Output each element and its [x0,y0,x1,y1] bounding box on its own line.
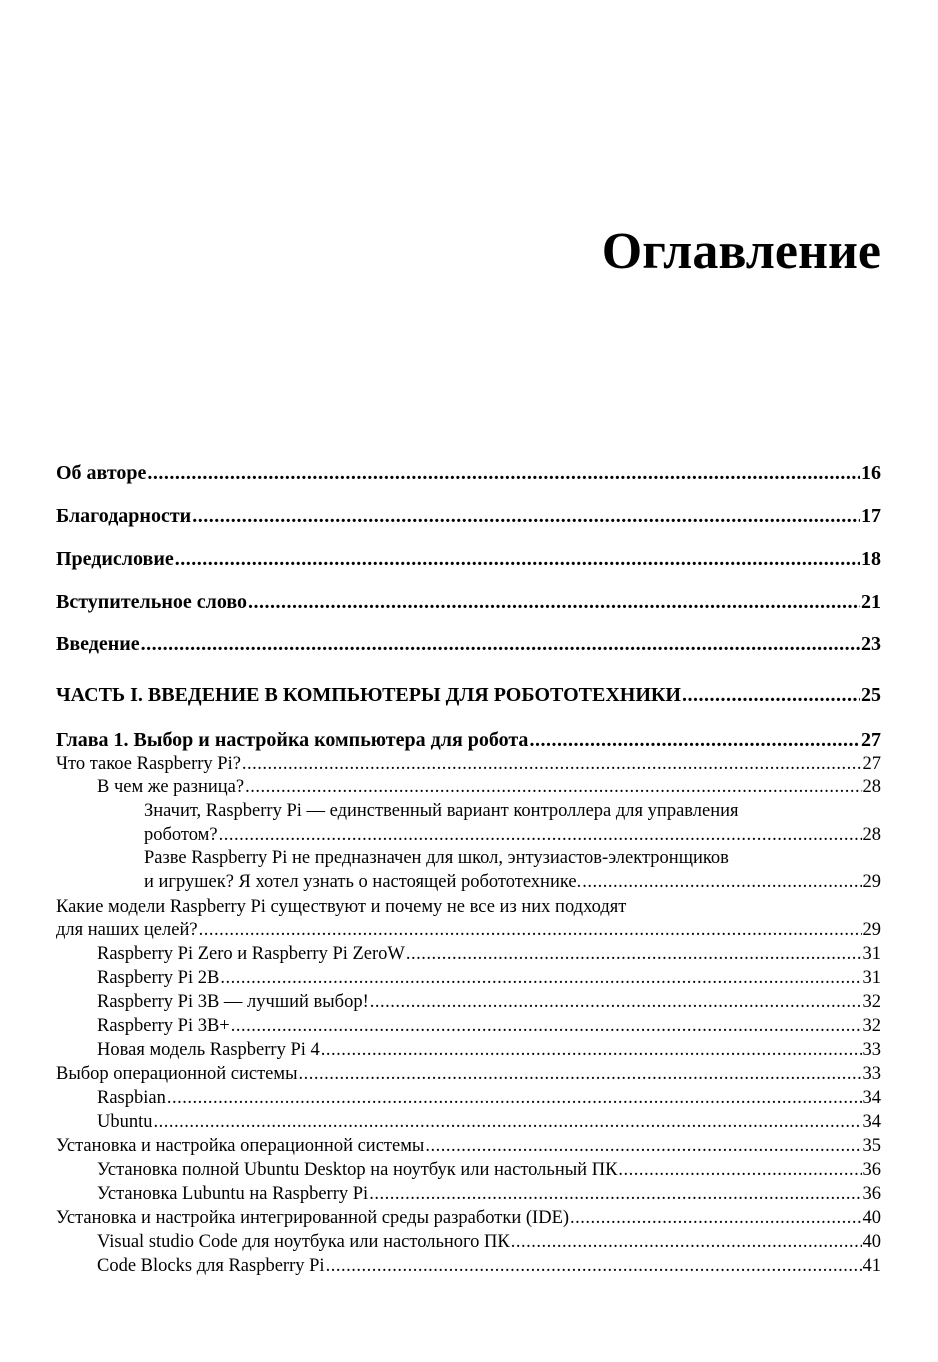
toc-entry-title: роботом? [144,825,218,845]
dot-leader [242,752,862,776]
toc-page-number: 21 [861,591,881,613]
dot-leader [231,1014,862,1038]
toc-page-number: 33 [862,1064,881,1084]
toc-page-number: 23 [861,633,881,655]
toc-entry-title: Raspbian [97,1088,166,1108]
toc-entry-title: Выбор операционной системы [56,1064,298,1084]
toc-page-number: 40 [862,1208,881,1228]
dot-leader [175,547,860,571]
dot-leader [570,1206,861,1230]
toc-entry-raspbian[interactable] [97,1086,881,1110]
dot-leader [511,1230,862,1254]
page-title: Оглавление [601,223,881,280]
toc-entry-title-first-line: Какие модели Raspberry Pi существуют и почему не все из них подходят [56,897,627,917]
toc-entry-title: Предисловие [56,548,174,570]
toc-page-number: 29 [862,872,881,892]
dot-leader [147,461,860,485]
toc-entry-title: Установка полной Ubuntu Desktop на ноутбук или настольный ПК [97,1160,618,1180]
toc-page-number: 28 [862,825,881,845]
toc-page-number: 16 [861,462,881,484]
toc-entry-introduction[interactable] [56,632,881,656]
toc-entry-title: Raspberry Pi 2B [97,968,220,988]
toc-entry-install-ubuntu-desktop[interactable] [97,1158,881,1182]
toc-entry-title: Введение [56,633,140,655]
toc-entry-pi-2b[interactable] [97,966,881,990]
toc-page-number: 35 [862,1136,881,1156]
toc-page-number: 31 [862,944,881,964]
toc-entry-what-is-raspberry-pi[interactable] [56,752,881,776]
dot-leader [369,1182,861,1206]
dot-leader [248,590,860,614]
toc-entry-title: Установка и настройка операционной системы [56,1136,425,1156]
toc-page-number: 32 [862,1016,881,1036]
dot-leader [326,1254,862,1278]
toc-entry-pi-zero[interactable] [97,942,881,966]
toc-entry-install-ide[interactable] [56,1206,881,1230]
toc-entry-chapter-1[interactable] [56,728,881,752]
toc-entry-foreword[interactable] [56,590,881,614]
toc-entry-title: Raspberry Pi Zero и Raspberry Pi ZeroW [97,944,405,964]
toc-entry-title: Raspberry Pi 3B — лучший выбор! [97,992,369,1012]
toc-entry-pi-3b[interactable] [97,990,881,1014]
toc-page-number: 28 [862,777,881,797]
toc-entry-pi-3b-plus[interactable] [97,1014,881,1038]
toc-entry-pi-4[interactable] [97,1038,881,1062]
dot-leader [219,823,862,847]
dot-leader [370,990,862,1014]
toc-entry-only-controller[interactable] [144,823,881,847]
toc-page-number: 40 [862,1232,881,1252]
dot-leader [299,1062,862,1086]
toc-page-number: 36 [862,1184,881,1204]
toc-entry-title: Visual studio Code для ноутбука или настольного ПК [97,1232,510,1252]
toc-page-number: 17 [861,505,881,527]
dot-leader [192,504,860,528]
toc-entry-title: Глава 1. Выбор и настройка компьютера для робота [56,729,529,751]
toc-entry-difference[interactable] [97,775,881,799]
toc-entry-about-author[interactable] [56,461,881,485]
toc-page-number: 32 [862,992,881,1012]
toc-entry-title: и игрушек? Я хотел узнать о настоящей робототехнике. [144,872,582,892]
toc-entry-title: В чем же разница? [97,777,245,797]
toc-entry-choose-os[interactable] [56,1062,881,1086]
toc-entry-title-first-line: Разве Raspberry Pi не предназначен для школ, энтузиастов-электронщиков [144,848,729,868]
toc-entry-models[interactable] [56,918,881,942]
toc-entry-title: ЧАСТЬ I. ВВЕДЕНИЕ В КОМПЬЮТЕРЫ ДЛЯ РОБОТОТЕХНИКИ [56,684,681,706]
toc-page-number: 25 [861,684,881,706]
toc-entry-install-os[interactable] [56,1134,881,1158]
toc-entry-title: Об авторе [56,462,147,484]
toc-page-number: 31 [862,968,881,988]
toc-page-number: 41 [862,1256,881,1276]
dot-leader [425,1134,861,1158]
toc-entry-title: Что такое Raspberry Pi? [56,754,241,774]
toc-page-number: 33 [862,1040,881,1060]
toc-entry-title: Установка и настройка интегрированной среды разработки (IDE) [56,1208,570,1228]
toc-page-number: 29 [862,920,881,940]
toc-page-number: 36 [862,1160,881,1180]
toc-entry-ubuntu[interactable] [97,1110,881,1134]
toc-entry-title: Новая модель Raspberry Pi 4 [97,1040,320,1060]
toc-entry-real-robotics[interactable] [144,870,881,894]
toc-page-number: 27 [861,729,881,751]
toc-entry-title: Ubuntu [97,1112,153,1132]
toc-entry-install-lubuntu[interactable] [97,1182,881,1206]
dot-leader [529,728,860,752]
dot-leader [141,632,860,656]
dot-leader [220,966,861,990]
toc-entry-acknowledgements[interactable] [56,504,881,528]
toc-entry-code-blocks[interactable] [97,1254,881,1278]
toc-page-number: 18 [861,548,881,570]
toc-entry-title: Вступительное слово [56,591,247,613]
dot-leader [406,942,862,966]
dot-leader [682,683,860,707]
table-of-contents [56,0,881,1362]
toc-page-number: 27 [862,754,881,774]
dot-leader [167,1086,862,1110]
dot-leader [582,870,861,894]
dot-leader [245,775,861,799]
toc-page-number: 34 [862,1112,881,1132]
toc-entry-title: Code Blocks для Raspberry Pi [97,1256,325,1276]
toc-entry-vscode[interactable] [97,1230,881,1254]
toc-entry-title: Установка Lubuntu на Raspberry Pi [97,1184,369,1204]
toc-page-number: 34 [862,1088,881,1108]
toc-entry-part-1[interactable] [56,683,881,707]
dot-leader [154,1110,862,1134]
toc-entry-preface[interactable] [56,547,881,571]
toc-entry-title: для наших целей? [56,920,198,940]
toc-entry-title: Благодарности [56,505,192,527]
dot-leader [321,1038,862,1062]
dot-leader [199,918,862,942]
toc-entry-title-first-line: Значит, Raspberry Pi — единственный вариант контроллера для управления [144,801,739,821]
toc-entry-title: Raspberry Pi 3B+ [97,1016,230,1036]
dot-leader [618,1158,861,1182]
